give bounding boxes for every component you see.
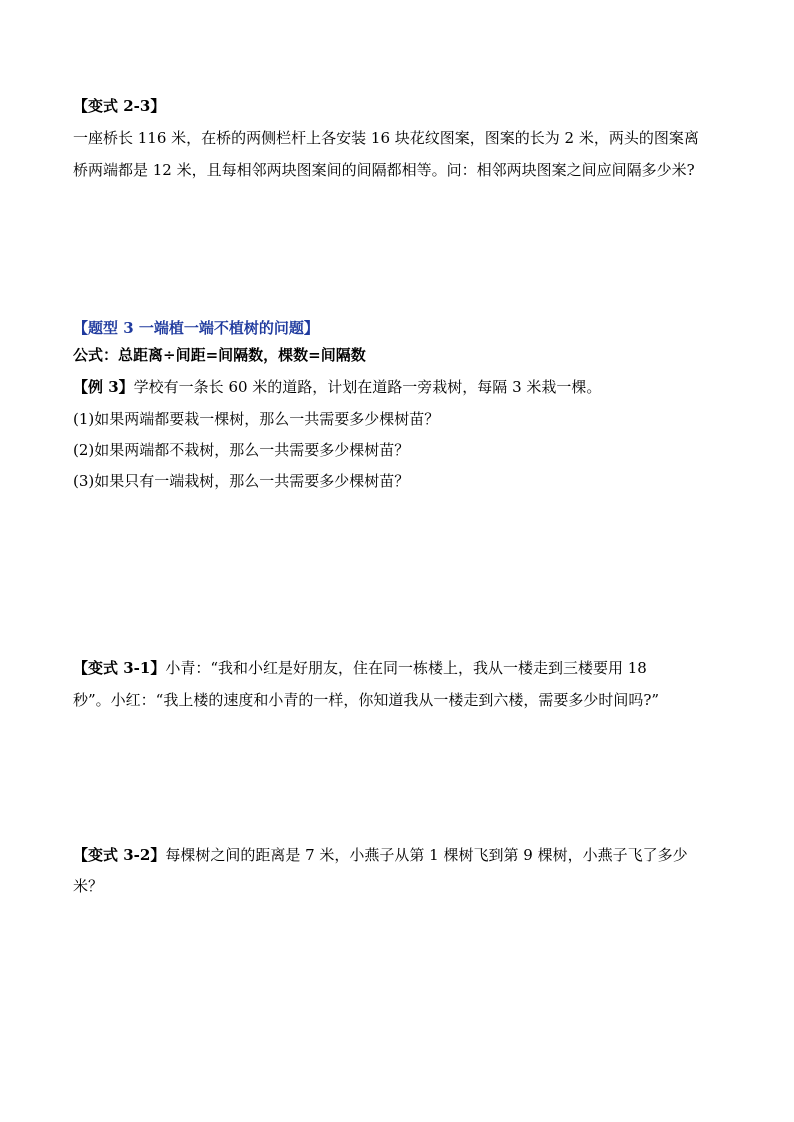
type-3-heading: 【题型 3 一端植一端不植树的问题】 [73,319,319,337]
example-3-line [73,377,601,397]
variant-3-2-text-line-2: 米？ [73,877,104,895]
variant-3-1-label: 【变式 3-1】 [73,659,166,677]
variant-3-1-line-1 [73,658,647,678]
variant-3-2-text-line-1: 每棵树之间的距离是 7 米，小燕子从第 1 棵树飞到第 9 棵树，小燕子飞了多少 [165,846,688,864]
example-3-question-1: (1)如果两端都要栽一棵树，那么一共需要多少棵树苗？ [73,410,440,428]
variant-2-3-text-line-2: 桥两端都是 12 米，且每相邻两块图案间的间隔都相等。问：相邻两块图案之间应间隔多少米? [73,161,695,179]
variant-3-2-line-1 [73,845,688,865]
type-3-formula: 公式：总距离÷间距=间隔数，棵数=间隔数 [73,346,366,364]
variant-3-1-text-line-1: 小青：“我和小红是好朋友，住在同一栋楼上，我从一楼走到三楼要用 18 [165,659,647,677]
variant-3-2-label: 【变式 3-2】 [73,846,166,864]
example-3-text: 学校有一条长 60 米的道路，计划在道路一旁栽树，每隔 3 米栽一棵。 [133,378,602,396]
example-3-question-3: (3)如果只有一端栽树，那么一共需要多少棵树苗？ [73,472,410,490]
variant-2-3-heading: 【变式 2-3】 [73,97,166,115]
variant-3-1-text-line-2: 秒”。小红：“我上楼的速度和小青的一样，你知道我从一楼走到六楼，需要多少时间吗?” [73,691,660,709]
variant-2-3-text-line-1: 一座桥长 116 米，在桥的两侧栏杆上各安装 16 块花纹图案，图案的长为 2 米，两头的图案离 [73,129,699,147]
example-3-label: 【例 3】 [73,378,134,396]
example-3-question-2: (2)如果两端都不栽树，那么一共需要多少棵树苗？ [73,441,410,459]
